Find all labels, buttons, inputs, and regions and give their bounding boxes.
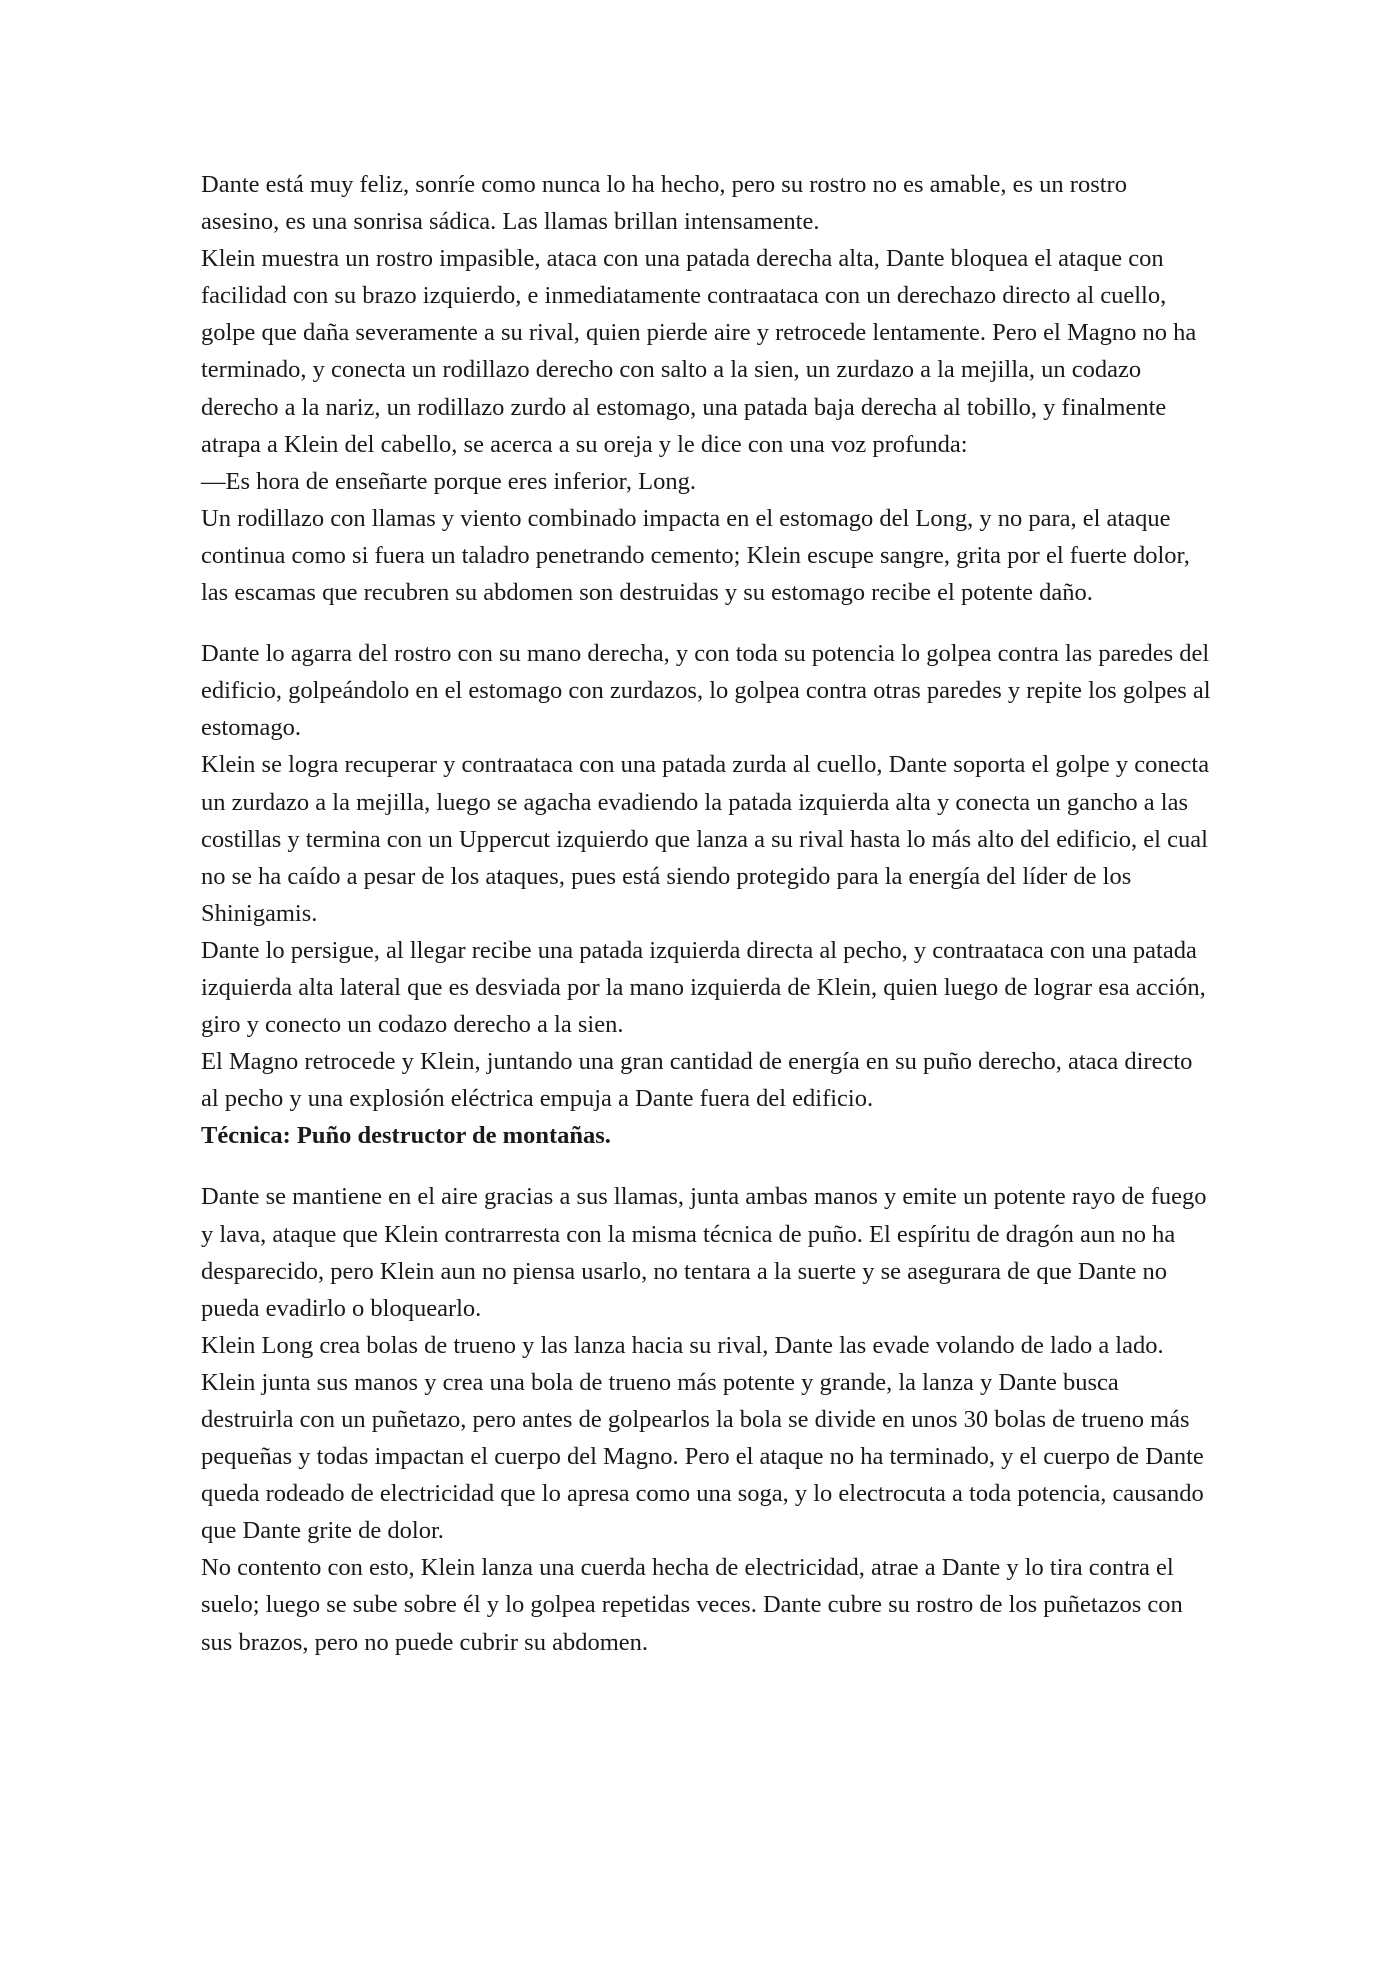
paragraph: El Magno retrocede y Klein, juntando una gran cantidad de energía en su puño derecho, ataca directo al pecho y una explosión eléctrica empuja a Dante fuera del edificio. [201,1048,1193,1113]
paragraph: Klein Long crea bolas de trueno y las lanza hacia su rival, Dante las evade volando de lado a lado. Klein junta sus manos y crea una bola de trueno más potente y grande, la lanza y Dante busca destruirla con un puñetazo, pero antes de golpearlos la bola se divide en unos 30 bolas de trueno más pequeñas y todas impactan el cuerpo del Magno. Pero el ataque no ha terminado, y el cuerpo de Dante queda rodeado de electricidad que lo apresa como una soga, y lo electrocuta a toda potencia, causando que Dante grite de dolor. [201,1331,1204,1545]
technique-heading: Técnica: Puño destructor de montañas. [201,1122,611,1150]
body-text [201,166,1211,1661]
dialogue-line: —Es hora de enseñarte porque eres inferior, Long. [201,467,696,495]
paragraph: Dante lo persigue, al llegar recibe una patada izquierda directa al pecho, y contraataca con una patada izquierda alta lateral que es desviada por la mano izquierda de Klein, quien luego de lograr esa acción, giro y conecto un codazo derecho a la sien. [201,936,1206,1039]
paragraph: Dante lo agarra del rostro con su mano derecha, y con toda su potencia lo golpea contra las paredes del edificio, golpeándolo en el estomago con zurdazos, lo golpea contra otras paredes y repite los golpes al estomago. [201,640,1211,742]
paragraph: Un rodillazo con llamas y viento combinado impacta en el estomago del Long, y no para, el ataque continua como si fuera un taladro penetrando cemento; Klein escupe sangre, grita por el fuerte dolor, las escamas que recubren su abdomen son destruidas y su estomago recibe el potente daño. [201,504,1190,607]
paragraph: Dante se mantiene en el aire gracias a sus llamas, junta ambas manos y emite un potente rayo de fuego y lava, ataque que Klein contrarresta con la misma técnica de puño. El espíritu de dragón aun no ha desparecido, pero Klein aun no piensa usarlo, no tentara a la suerte y se asegurara de que Dante no pueda evadirlo o bloquearlo. [201,1183,1207,1322]
paragraph: Klein se logra recuperar y contraataca con una patada zurda al cuello, Dante soporta el golpe y conecta un zurdazo a la mejilla, luego se agacha evadiendo la patada izquierda alta y conecta un gancho a las costillas y termina con un Uppercut izquierdo que lanza a su rival hasta lo más alto del edificio, el cual no se ha caído a pesar de los ataques, pues está siendo protegido para la energía del líder de los Shinigamis. [201,751,1210,927]
paragraph: Dante está muy feliz, sonríe como nunca lo ha hecho, pero su rostro no es amable, es un rostro asesino, es una sonrisa sádica. Las llamas brillan intensamente. [201,171,1127,236]
paragraph: Klein muestra un rostro impasible, ataca con una patada derecha alta, Dante bloquea el ataque con facilidad con su brazo izquierdo, e inmediatamente contraataca con un derechazo directo al cuello, golpe que daña severamente a su rival, quien pierde aire y retrocede lentamente. Pero el Magno no ha terminado, y conecta un rodillazo derecho con salto a la sien, un zurdazo a la mejilla, un codazo derecho a la nariz, un rodillazo zurdo al estomago, una patada baja derecha al tobillo, y finalmente atrapa a Klein del cabello, se acerca a su oreja y le dice con una voz profunda: [201,245,1197,458]
paragraph: No contento con esto, Klein lanza una cuerda hecha de electricidad, atrae a Dante y lo tira contra el suelo; luego se sube sobre él y lo golpea repetidas veces. Dante cubre su rostro de los puñetazos con sus brazos, pero no puede cubrir su abdomen. [201,1554,1183,1656]
